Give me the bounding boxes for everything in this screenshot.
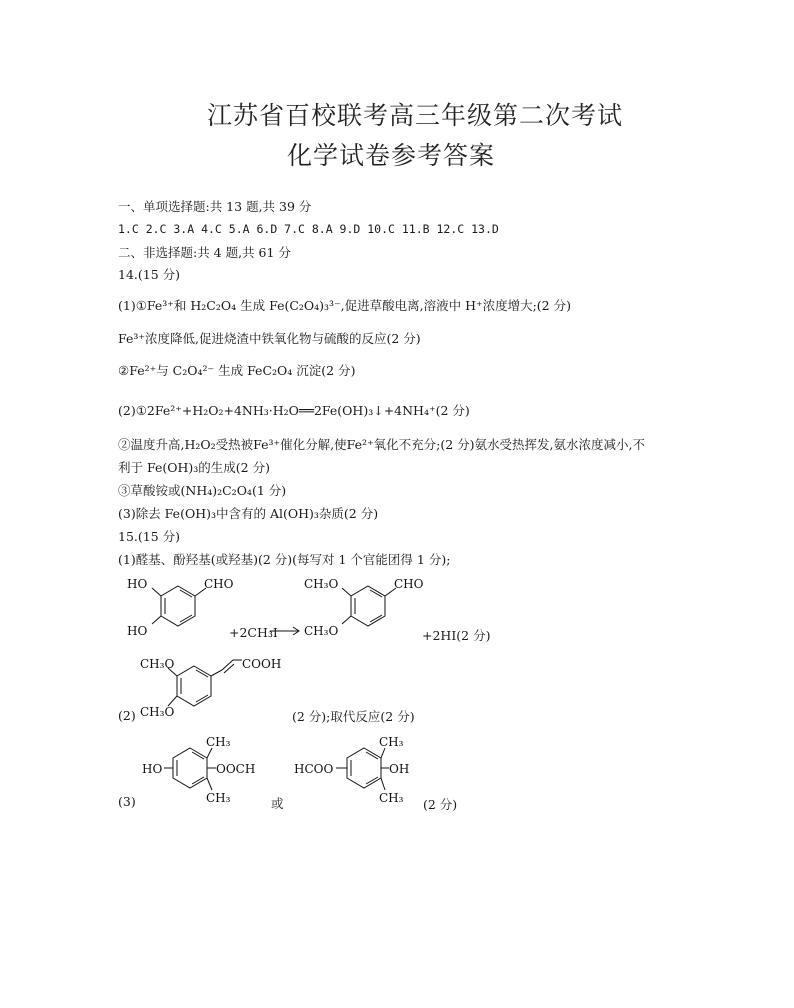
- reactant-ho-top: HO: [127, 577, 148, 591]
- section1-heading: 一、单项选择题:共 13 题,共 39 分: [118, 199, 312, 214]
- section1-answers: 1.C 2.C 3.A 4.C 5.A 6.D 7.C 8.A 9.D 10.C 11.B 12.C 13.D: [118, 222, 499, 236]
- reactant-structure: [118, 570, 238, 650]
- q15-part3-or: 或: [271, 796, 284, 811]
- section2-heading: 二、非选择题:共 4 题,共 61 分: [118, 245, 291, 260]
- q14-label: 14.(15 分): [118, 267, 181, 282]
- q15-part2-label: (2): [118, 708, 136, 723]
- p2-ch3o-top: CH₃O: [140, 657, 175, 671]
- q14-line2: Fe³⁺浓度降低,促进烧渣中铁氧化物与硫酸的反应(2 分): [118, 331, 421, 346]
- product-ch3o-bottom: CH₃O: [304, 624, 339, 638]
- product-structure: [298, 570, 428, 650]
- product-cho: CHO: [394, 577, 424, 591]
- p2-ch3o-bottom: CH₃O: [140, 705, 175, 719]
- q15-line1: (1)醛基、酚羟基(或羟基)(2 分)(每写对 1 个官能团得 1 分);: [118, 552, 451, 567]
- p3-ooch: OOCH: [216, 762, 256, 776]
- isomer-b-structure: [292, 732, 422, 808]
- p2-cooh: COOH: [242, 657, 282, 671]
- p3-oh: OH: [389, 762, 410, 776]
- title-line2: 化学试卷参考答案: [287, 141, 496, 170]
- reactant-cho: CHO: [204, 577, 234, 591]
- isomer-a-structure: [140, 732, 270, 808]
- q14-line4: (2)①2Fe²⁺+H₂O₂+4NH₃·H₂O══2Fe(OH)₃↓+4NH₄⁺(2 分): [118, 403, 470, 418]
- q15-part3-label: (3): [118, 794, 136, 809]
- q15-part2-tail: (2 分);取代反应(2 分): [292, 709, 415, 724]
- p3-ho: HO: [142, 762, 163, 776]
- p3-ch3-top-a: CH₃: [206, 735, 231, 749]
- q14-line6: 利于 Fe(OH)₃的生成(2 分): [118, 460, 270, 475]
- q14-line3: ②Fe²⁺与 C₂O₄²⁻ 生成 FeC₂O₄ 沉淀(2 分): [118, 363, 356, 378]
- q15-part3-tail: (2 分): [423, 797, 458, 812]
- q14-line1: (1)①Fe³⁺和 H₂C₂O₄ 生成 Fe(C₂O₄)₃³⁻,促进草酸电离,溶液中 H⁺浓度增大;(2 分): [118, 298, 571, 313]
- reactant-ho-bottom: HO: [127, 624, 148, 638]
- reagent-label: +2CH₃I: [229, 625, 278, 640]
- p3-ch3-top-b: CH₃: [379, 735, 404, 749]
- equation-tail: +2HI(2 分): [422, 628, 491, 643]
- p3-ch3-bottom-b: CH₃: [379, 791, 404, 805]
- q14-line8: (3)除去 Fe(OH)₃中含有的 Al(OH)₃杂质(2 分): [118, 506, 379, 521]
- title-line1: 江苏省百校联考高三年级第二次考试: [207, 101, 624, 130]
- q14-line5: ②温度升高,H₂O₂受热被Fe³⁺催化分解,使Fe²⁺氧化不充分;(2 分)氨水受热挥发,氨水浓度减小,不: [118, 437, 645, 452]
- reaction-arrow-icon: [268, 624, 302, 638]
- product-ch3o-top: CH₃O: [304, 577, 339, 591]
- p3-ch3-bottom-a: CH₃: [206, 791, 231, 805]
- cinnamic-acid-structure: [136, 650, 296, 722]
- q14-line7: ③草酸铵或(NH₄)₂C₂O₄(1 分): [118, 483, 287, 498]
- p3-hcoo: HCOO: [294, 762, 334, 776]
- q15-label: 15.(15 分): [118, 529, 181, 544]
